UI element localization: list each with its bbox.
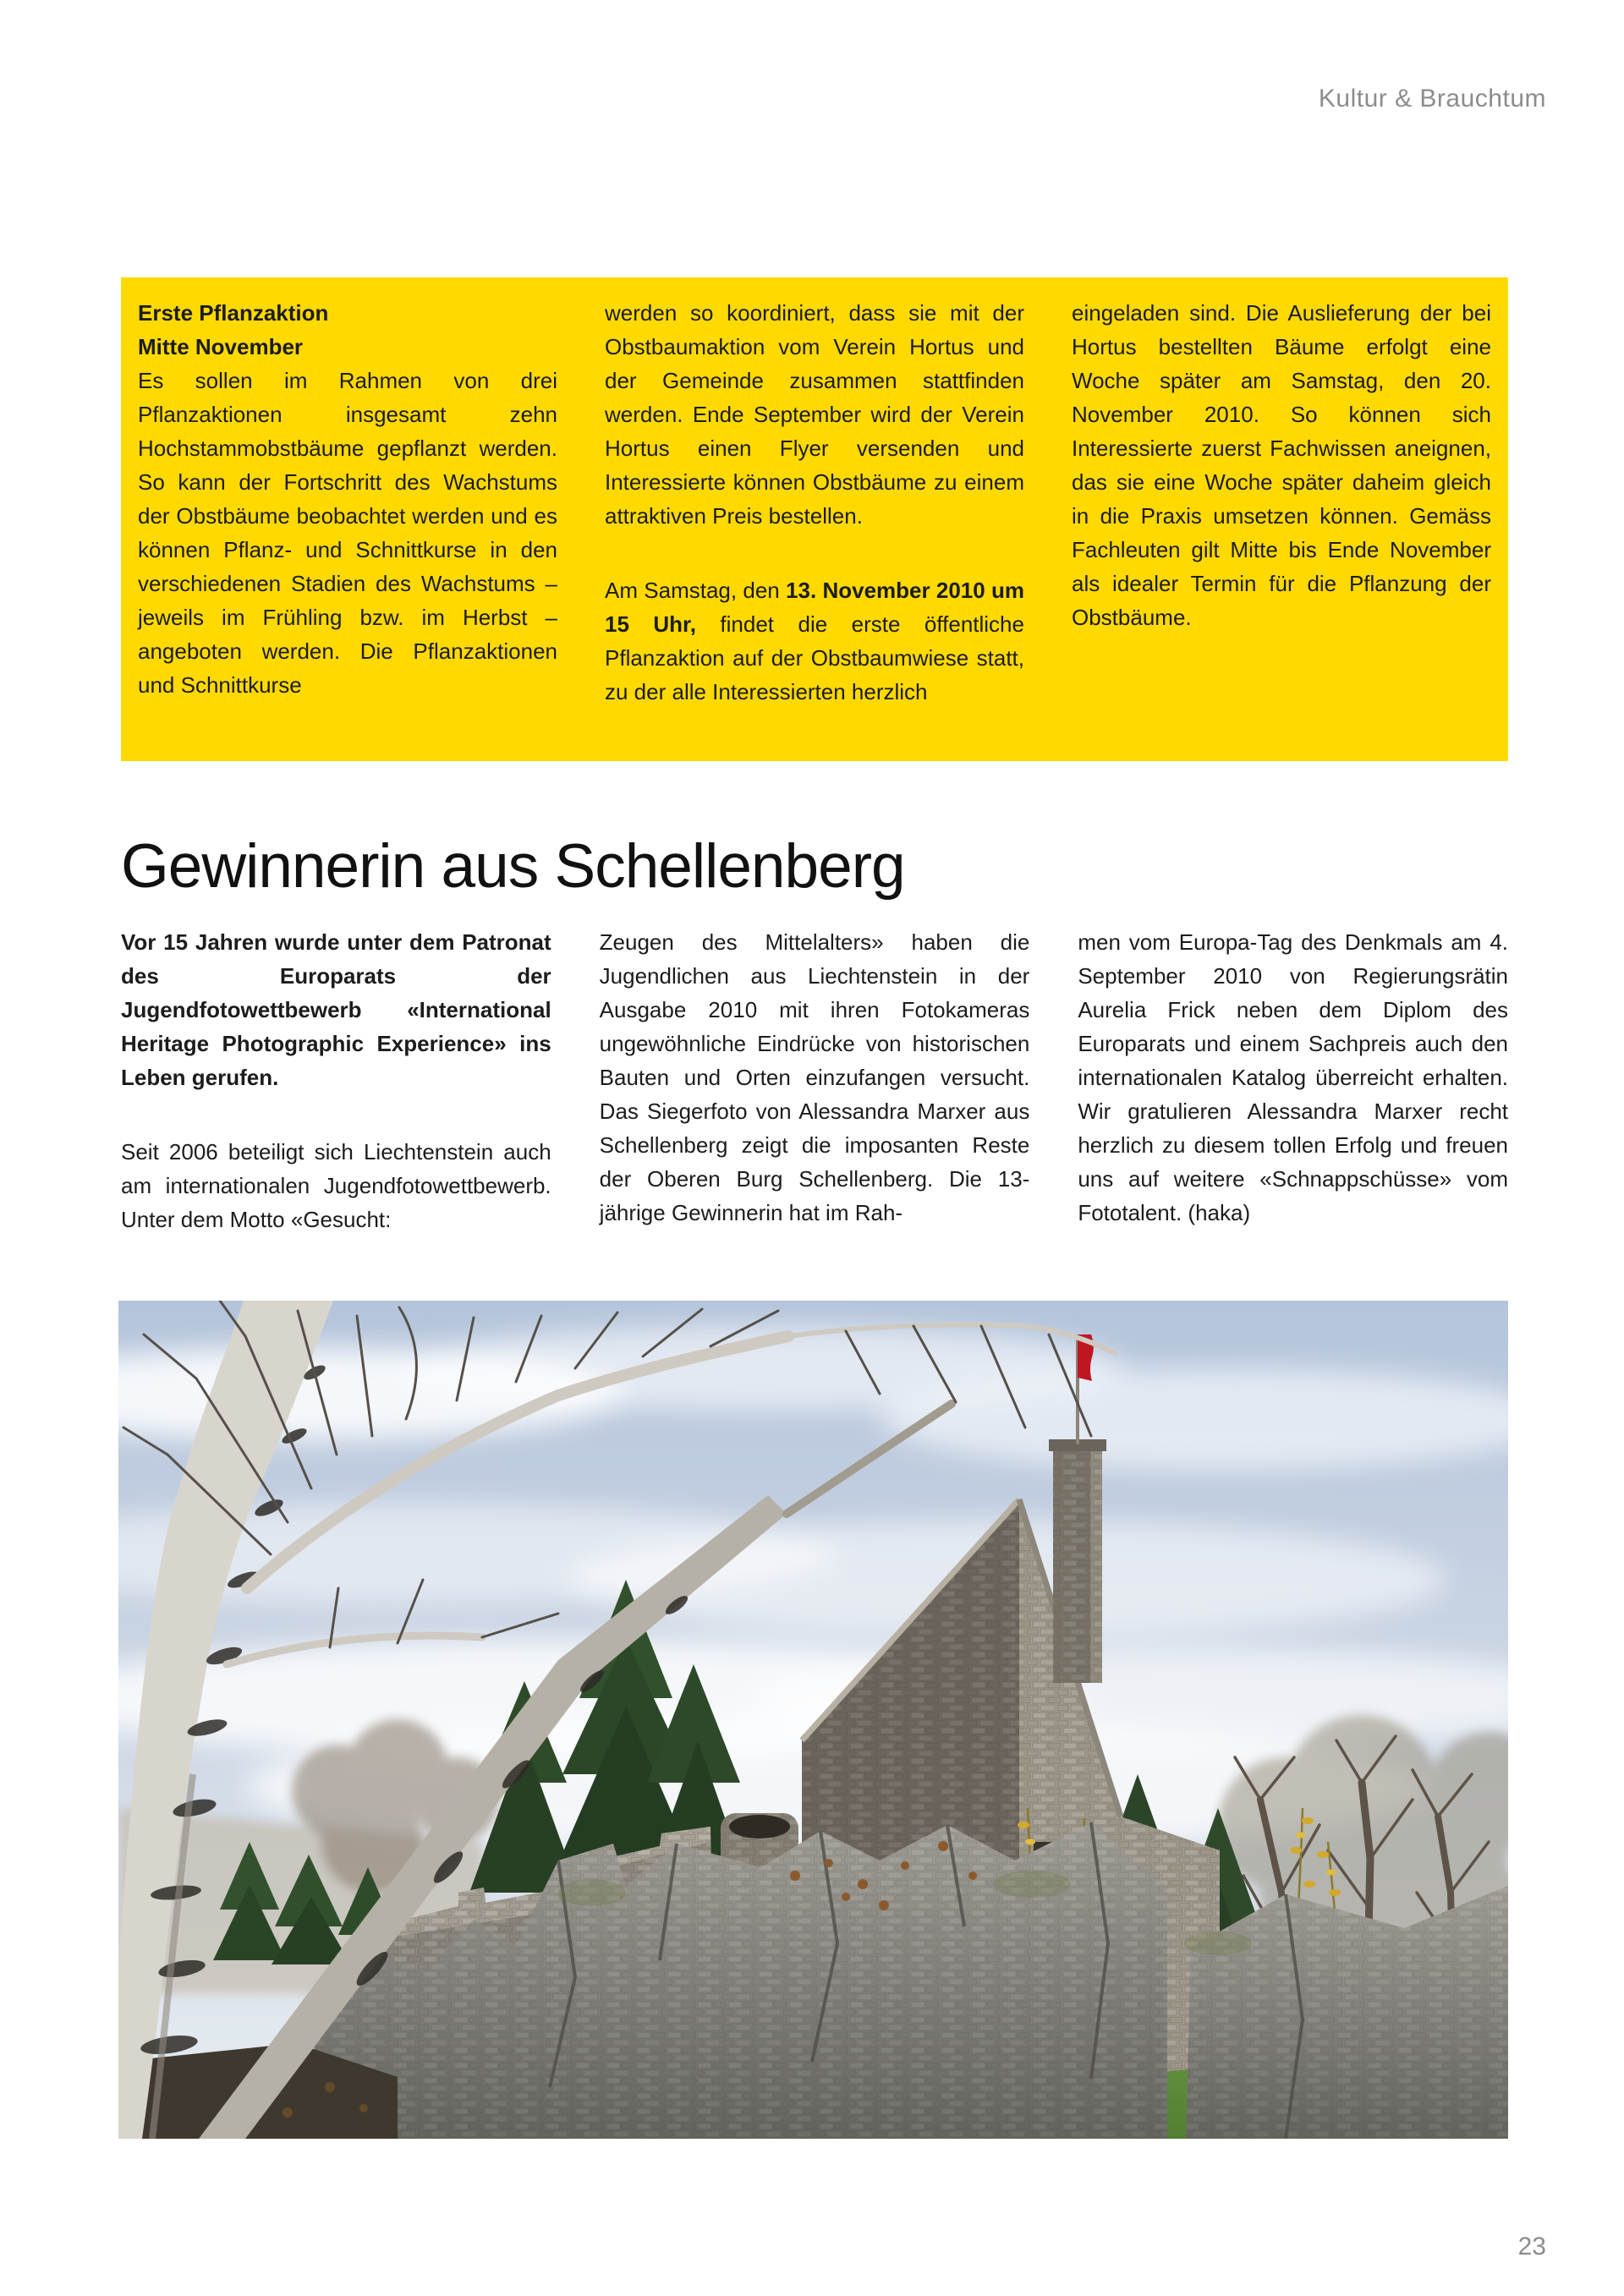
infobox-text-regular: findet die erste öffentliche Pflanzaktion auf der Obstbaumwiese statt, zu der alle Interessierten herzlich — [605, 611, 1024, 704]
article-paragraph: Seit 2006 beteiligt sich Liechtenstein auch am internationalen Jugendfotowettbewerb. Unter dem Motto «Gesucht: — [121, 1139, 551, 1232]
infobox-heading-line1: Erste Pflanzaktion — [138, 300, 329, 326]
article-paragraph: Zeugen des Mittelalters» haben die Jugendlichen aus Liechtenstein in der Ausgabe 2010 mit ihren Fotokameras ungewöhnliche Eindrücke von historischen Bauten und Orten einzufangen versucht. Das Siegerfoto von Alessandra Marxer aus Schellenberg zeigt die imposanten Reste der Oberen Burg Schellenberg. Die 13-jährige Gewinnerin hat im Rah- — [599, 929, 1030, 1225]
page-number: 23 — [1517, 2233, 1546, 2260]
article-headline: Gewinnerin aus Schellenberg — [121, 832, 905, 901]
article-paragraph: men vom Europa-Tag des Denkmals am 4. September 2010 von Regierungsrätin Aurelia Frick neben dem Diplom des Europarats und einem Sachpreis auch den internationalen Katalog überreicht erhalten. Wir gratulieren Alessandra Marxer recht herzlich zu diesem tollen Erfolg und freuen uns auf weitere «Schnappschüsse» vom Fototalent. (haka) — [1078, 929, 1509, 1225]
infobox-text-regular: Am Samstag, den — [605, 578, 787, 603]
section-header: Kultur & Brauchtum — [1318, 85, 1546, 112]
infobox-heading — [138, 296, 557, 364]
infobox-pflanzaktion — [121, 277, 1508, 761]
infobox-column-3 — [1072, 296, 1491, 736]
infobox-paragraph: Es sollen im Rahmen von drei Pflanzaktionen insgesamt zehn Hochstammobstbäume gepflanzt werden. So kann der Fortschritt des Wachstums der Obstbäume beobachtet werden und es können Pflanz- und Schnittkurse in den verschiedenen Stadien des Wachstums – jeweils im Frühling bzw. im Herbst – angeboten werden. Die Pflanzaktionen und Schnittkurse — [138, 368, 557, 698]
infobox-text-bold-date: 13. November 2010 um 15 Uhr, — [605, 578, 1024, 637]
article-column-1 — [121, 925, 551, 1236]
infobox-paragraph: eingeladen sind. Die Auslieferung der bei Hortus bestellten Bäume erfolgt eine Woche später am Samstag, den 20. November 2010. So können sich Interessierte zuerst Fachwissen aneignen, das sie eine Woche später daheim gleich in die Praxis umsetzen können. Gemäss Fachleuten gilt Mitte bis Ende November als idealer Termin für die Pflanzung der Obstbäume. — [1072, 300, 1491, 630]
article-body — [121, 925, 1508, 1236]
infobox-heading-line2: Mitte November — [138, 334, 304, 359]
infobox-column-1 — [138, 296, 557, 736]
article-lead-paragraph: Vor 15 Jahren wurde unter dem Patronat des Europarats der Jugendfotowettbewerb «International Heritage Photographic Experience» ins Leben gerufen. — [121, 929, 551, 1090]
article-column-3 — [1078, 925, 1508, 1236]
article-photo — [118, 1301, 1508, 2139]
castle-ruin-illustration — [118, 1301, 1508, 2139]
infobox-paragraph — [605, 573, 1024, 709]
infobox-paragraph: werden so koordiniert, dass sie mit der Obstbaumaktion vom Verein Hortus und der Gemeinde zusammen stattfinden werden. Ende September wird der Verein Hortus einen Flyer versenden und Interessierte können Obstbäume zu einem attraktiven Preis bestellen. — [605, 300, 1024, 529]
infobox-column-2 — [605, 296, 1024, 736]
article-column-2 — [600, 925, 1030, 1236]
